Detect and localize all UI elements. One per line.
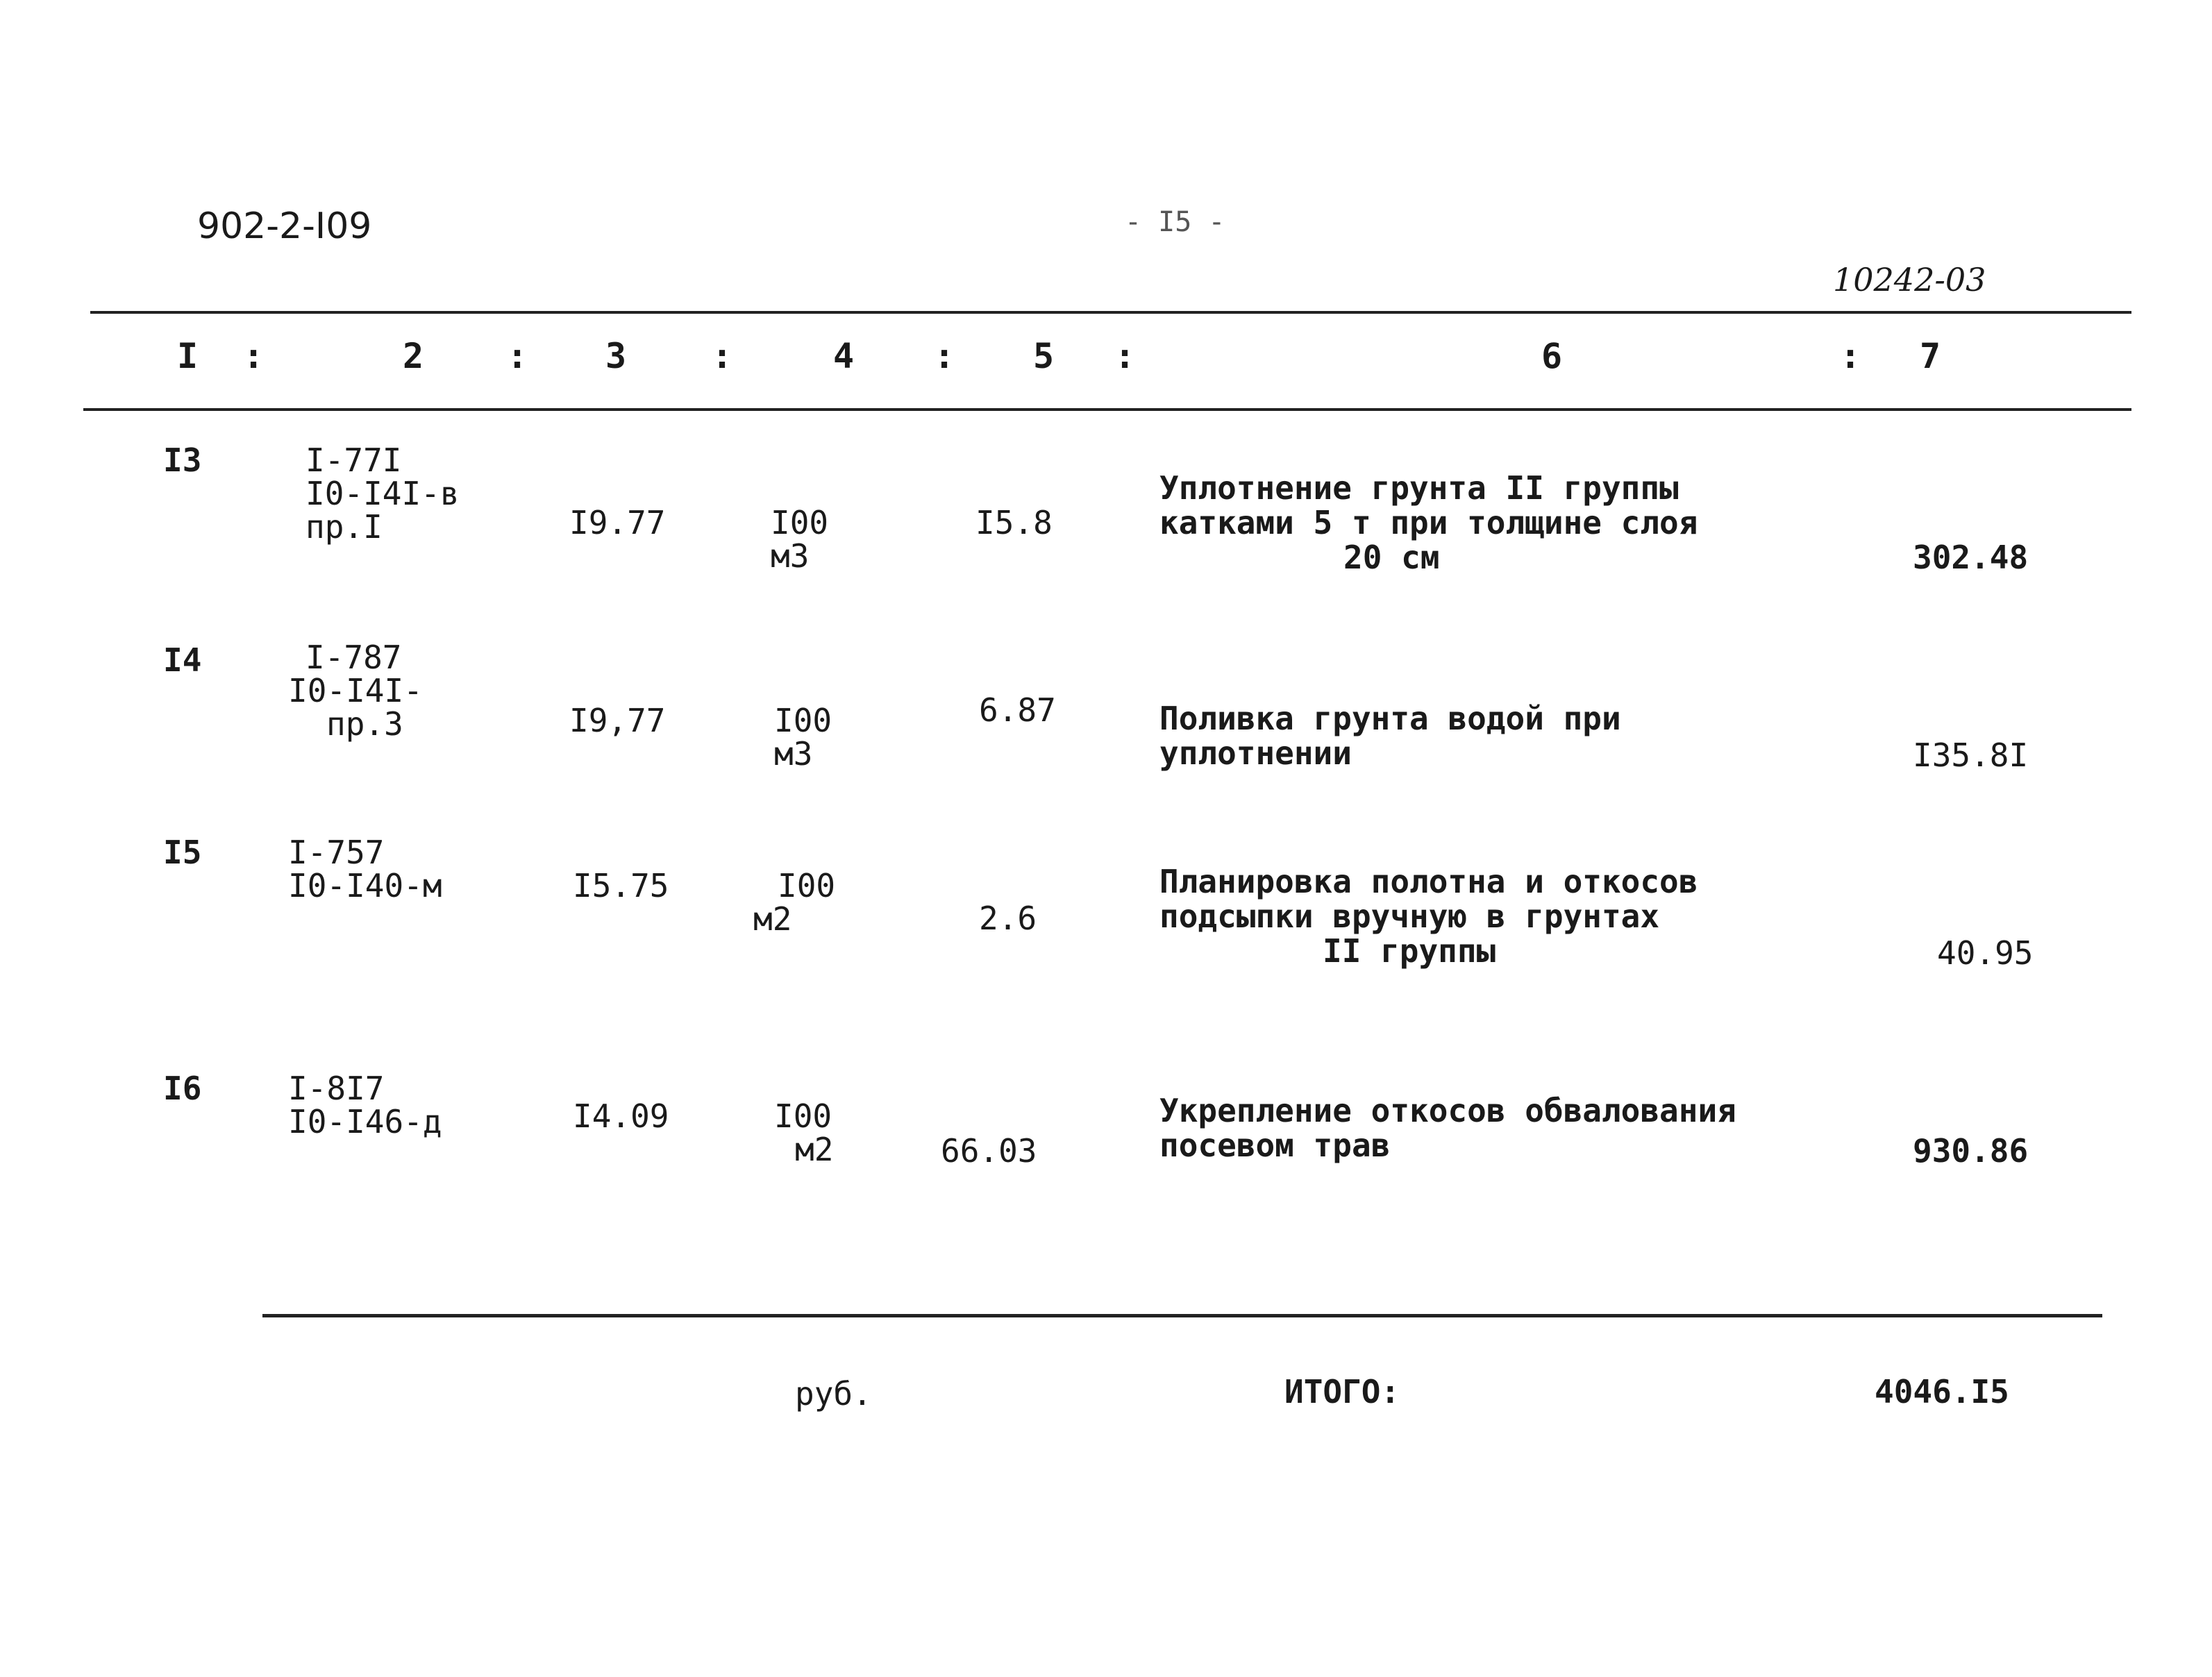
document-code: 902-2-I09: [197, 205, 372, 247]
unit-price: I9.77: [569, 504, 666, 541]
norm-reference-line: I0-I4I-в: [305, 475, 460, 512]
norm-reference-line: пр.3: [326, 705, 403, 743]
column-header-6: 6: [1541, 336, 1563, 376]
row-number: I6: [163, 1070, 202, 1107]
unit-measure: м2: [795, 1131, 834, 1168]
archive-number: 10242-03: [1833, 261, 1986, 298]
column-separator-4: :: [934, 336, 955, 376]
row-total: 40.95: [1937, 934, 2034, 972]
currency-label: руб.: [795, 1375, 872, 1413]
column-header-3: 3: [605, 336, 627, 376]
column-separator-3: :: [712, 336, 733, 376]
norm-reference-line: I-787: [305, 639, 402, 676]
volume: 6.87: [979, 691, 1056, 729]
column-header-2: 2: [403, 336, 424, 376]
work-description-line: Уплотнение грунта II группы: [1159, 469, 1679, 507]
grand-total: 4046.I5: [1875, 1373, 2009, 1410]
work-description-line: II группы: [1323, 932, 1496, 970]
work-description-line: уплотнении: [1159, 734, 1352, 772]
row-number: I5: [163, 834, 202, 871]
unit-quantity: I00: [778, 867, 836, 904]
column-header-4: 4: [833, 336, 855, 376]
column-header-5: 5: [1033, 336, 1055, 376]
unit-measure: м3: [771, 537, 810, 575]
column-header-1: I: [177, 336, 199, 376]
work-description-line: подсыпки вручную в грунтах: [1159, 898, 1660, 935]
table-header-rule: [83, 408, 2131, 411]
unit-quantity: I00: [774, 1097, 832, 1135]
volume: I5.8: [975, 504, 1053, 541]
column-separator-1: :: [243, 336, 265, 376]
norm-reference-line: I-77I: [305, 441, 402, 479]
unit-price: I4.09: [573, 1097, 669, 1135]
column-header-7: 7: [1920, 336, 1941, 376]
work-description-line: 20 см: [1343, 539, 1440, 576]
row-total: 302.48: [1913, 539, 2029, 576]
row-number: I3: [163, 441, 202, 479]
column-separator-6: :: [1840, 336, 1861, 376]
volume: 2.6: [979, 900, 1037, 937]
row-total: 930.86: [1913, 1132, 2029, 1170]
norm-reference-line: I0-I40-м: [288, 867, 442, 904]
work-description-line: Поливка грунта водой при: [1159, 700, 1621, 737]
work-description-line: Укрепление откосов обвалования: [1159, 1092, 1736, 1129]
column-separator-2: :: [507, 336, 528, 376]
row-total: I35.8I: [1913, 736, 2029, 774]
norm-reference-line: I0-I4I-: [288, 672, 423, 709]
table-bottom-rule: [262, 1314, 2102, 1317]
page-number: - I5 -: [1125, 206, 1225, 238]
volume: 66.03: [941, 1132, 1037, 1170]
unit-measure: м2: [753, 900, 792, 938]
unit-quantity: I00: [774, 702, 832, 739]
unit-quantity: I00: [771, 504, 829, 541]
norm-reference-line: I-8I7: [288, 1070, 385, 1107]
unit-price: I9,77: [569, 702, 666, 739]
column-separator-5: :: [1114, 336, 1136, 376]
table-top-rule: [90, 311, 2131, 314]
work-description-line: посевом трав: [1159, 1127, 1391, 1164]
total-label: ИТОГО:: [1284, 1373, 1400, 1410]
unit-price: I5.75: [573, 867, 669, 904]
row-number: I4: [163, 641, 202, 679]
work-description-line: Планировка полотна и откосов: [1159, 863, 1698, 900]
norm-reference-line: I0-I46-д: [288, 1103, 442, 1140]
norm-reference-line: пр.I: [305, 508, 383, 546]
norm-reference-line: I-757: [288, 834, 385, 871]
unit-measure: м3: [774, 735, 813, 773]
work-description-line: катками 5 т при толщине слоя: [1159, 504, 1698, 541]
